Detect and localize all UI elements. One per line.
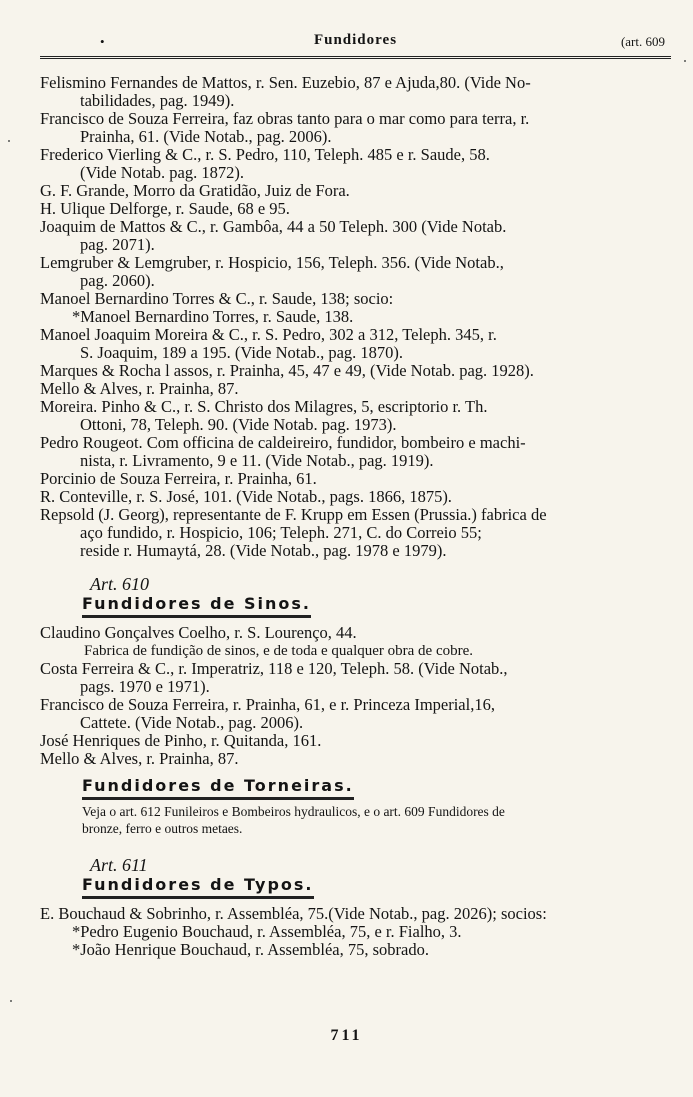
- entry-continuation: nista, r. Livramento, 9 e 11. (Vide Notab., pag. 1919).: [80, 451, 434, 470]
- entry-continuation: pag. 2060).: [80, 271, 155, 290]
- entry-continuation: tabilidades, pag. 1949).: [80, 91, 235, 110]
- directory-entry: Mello & Alves, r. Prainha, 87.: [40, 749, 239, 768]
- entry-continuation: S. Joaquim, 189 a 195. (Vide Notab., pag. 1870).: [80, 343, 404, 362]
- directory-entry: José Henriques de Pinho, r. Quitanda, 161.: [40, 731, 322, 750]
- directory-entry: Manoel Joaquim Moreira & C., r. S. Pedro, 302 a 312, Teleph. 345, r.: [40, 325, 497, 344]
- typos-list: [40, 905, 670, 959]
- header-article-ref: (art. 609: [620, 34, 665, 49]
- socio-entry: *João Henrique Bouchaud, r. Assembléa, 75, sobrado.: [72, 940, 429, 959]
- torneiras-note: [82, 803, 670, 837]
- entry-continuation: Prainha, 61. (Vide Notab., pag. 2006).: [80, 127, 332, 146]
- directory-entry: Porcinio de Souza Ferreira, r. Prainha, 61.: [40, 469, 317, 488]
- entry-continuation: Ottoni, 78, Teleph. 90. (Vide Notab. pag. 1973).: [80, 415, 397, 434]
- directory-entry: Frederico Vierling & C., r. S. Pedro, 110, Teleph. 485 e r. Saude, 58.: [40, 145, 490, 164]
- directory-entry: Moreira. Pinho & C., r. S. Christo dos Milagres, 5, escriptorio r. Th.: [40, 397, 488, 416]
- torneiras-note-line1: Veja o art. 612 Funileiros e Bombeiros hydraulicos, e o art. 609 Fundidores de: [82, 804, 505, 819]
- page-content: [40, 74, 670, 959]
- paper-speck: [8, 140, 10, 142]
- directory-entry: Francisco de Souza Ferreira, faz obras tanto para o mar como para terra, r.: [40, 109, 530, 128]
- directory-entry: Costa Ferreira & C., r. Imperatriz, 118 e 120, Teleph. 58. (Vide Notab.,: [40, 659, 508, 678]
- directory-entry: Pedro Rougeot. Com officina de caldeireiro, fundidor, bombeiro e machi-: [40, 433, 526, 452]
- directory-entry: E. Bouchaud & Sobrinho, r. Assembléa, 75.(Vide Notab., pag. 2026); socios:: [40, 904, 547, 923]
- paper-speck: [684, 60, 686, 62]
- paper-speck: [10, 1000, 12, 1002]
- entry-continuation: Cattete. (Vide Notab., pag. 2006).: [80, 713, 304, 732]
- page-number: 711: [330, 1027, 363, 1044]
- directory-entry: Repsold (J. Georg), representante de F. Krupp em Essen (Prussia.) fabrica de: [40, 505, 547, 524]
- directory-entry: Felismino Fernandes de Mattos, r. Sen. Euzebio, 87 e Ajuda,80. (Vide No-: [40, 73, 531, 92]
- running-header: [40, 30, 671, 59]
- directory-entry: Joaquim de Mattos & C., r. Gambôa, 44 a 50 Teleph. 300 (Vide Notab.: [40, 217, 507, 236]
- entry-continuation: aço fundido, r. Hospicio, 106; Teleph. 271, C. do Correio 55;: [80, 523, 482, 542]
- directory-entry: Manoel Bernardino Torres & C., r. Saude, 138; socio:: [40, 289, 394, 308]
- directory-entry: H. Ulique Delforge, r. Saude, 68 e 95.: [40, 199, 290, 218]
- directory-entry: Mello & Alves, r. Prainha, 87.: [40, 379, 239, 398]
- directory-entry: Claudino Gonçalves Coelho, r. S. Lourenço, 44.: [40, 623, 357, 642]
- header-title: Fundidores: [313, 32, 398, 48]
- sinos-list: [40, 624, 670, 768]
- entry-continuation: (Vide Notab. pag. 1872).: [80, 163, 244, 182]
- article-label-610: Art. 610: [90, 574, 150, 594]
- section-title-sinos: Fundidores de Sinos.: [82, 594, 311, 618]
- entry-continuation: reside r. Humaytá, 28. (Vide Notab., pag. 1978 e 1979).: [80, 541, 447, 560]
- directory-entry: Marques & Rocha l assos, r. Prainha, 45, 47 e 49, (Vide Notab. pag. 1928).: [40, 361, 534, 380]
- fundidores-list: [40, 74, 670, 560]
- header-dot: •: [100, 34, 105, 49]
- section-title-torneiras: Fundidores de Torneiras.: [82, 776, 354, 800]
- entry-continuation: pags. 1970 e 1971).: [80, 677, 210, 696]
- directory-entry: Lemgruber & Lemgruber, r. Hospicio, 156, Teleph. 356. (Vide Notab.,: [40, 253, 504, 272]
- entry-description: Fabrica de fundição de sinos, e de toda e qualquer obra de cobre.: [84, 643, 474, 659]
- directory-entry: R. Conteville, r. S. José, 101. (Vide Notab., pags. 1866, 1875).: [40, 487, 452, 506]
- directory-entry: G. F. Grande, Morro da Gratidão, Juiz de Fora.: [40, 181, 350, 200]
- article-label-611: Art. 611: [90, 855, 148, 875]
- directory-entry: Francisco de Souza Ferreira, r. Prainha, 61, e r. Princeza Imperial,16,: [40, 695, 495, 714]
- socio-entry: *Pedro Eugenio Bouchaud, r. Assembléa, 75, e r. Fialho, 3.: [72, 922, 462, 941]
- torneiras-note-line2: bronze, ferro e outros metaes.: [82, 821, 243, 836]
- entry-continuation: pag. 2071).: [80, 235, 155, 254]
- section-title-typos: Fundidores de Typos.: [82, 875, 314, 899]
- socio-entry: *Manoel Bernardino Torres, r. Saude, 138.: [72, 307, 354, 326]
